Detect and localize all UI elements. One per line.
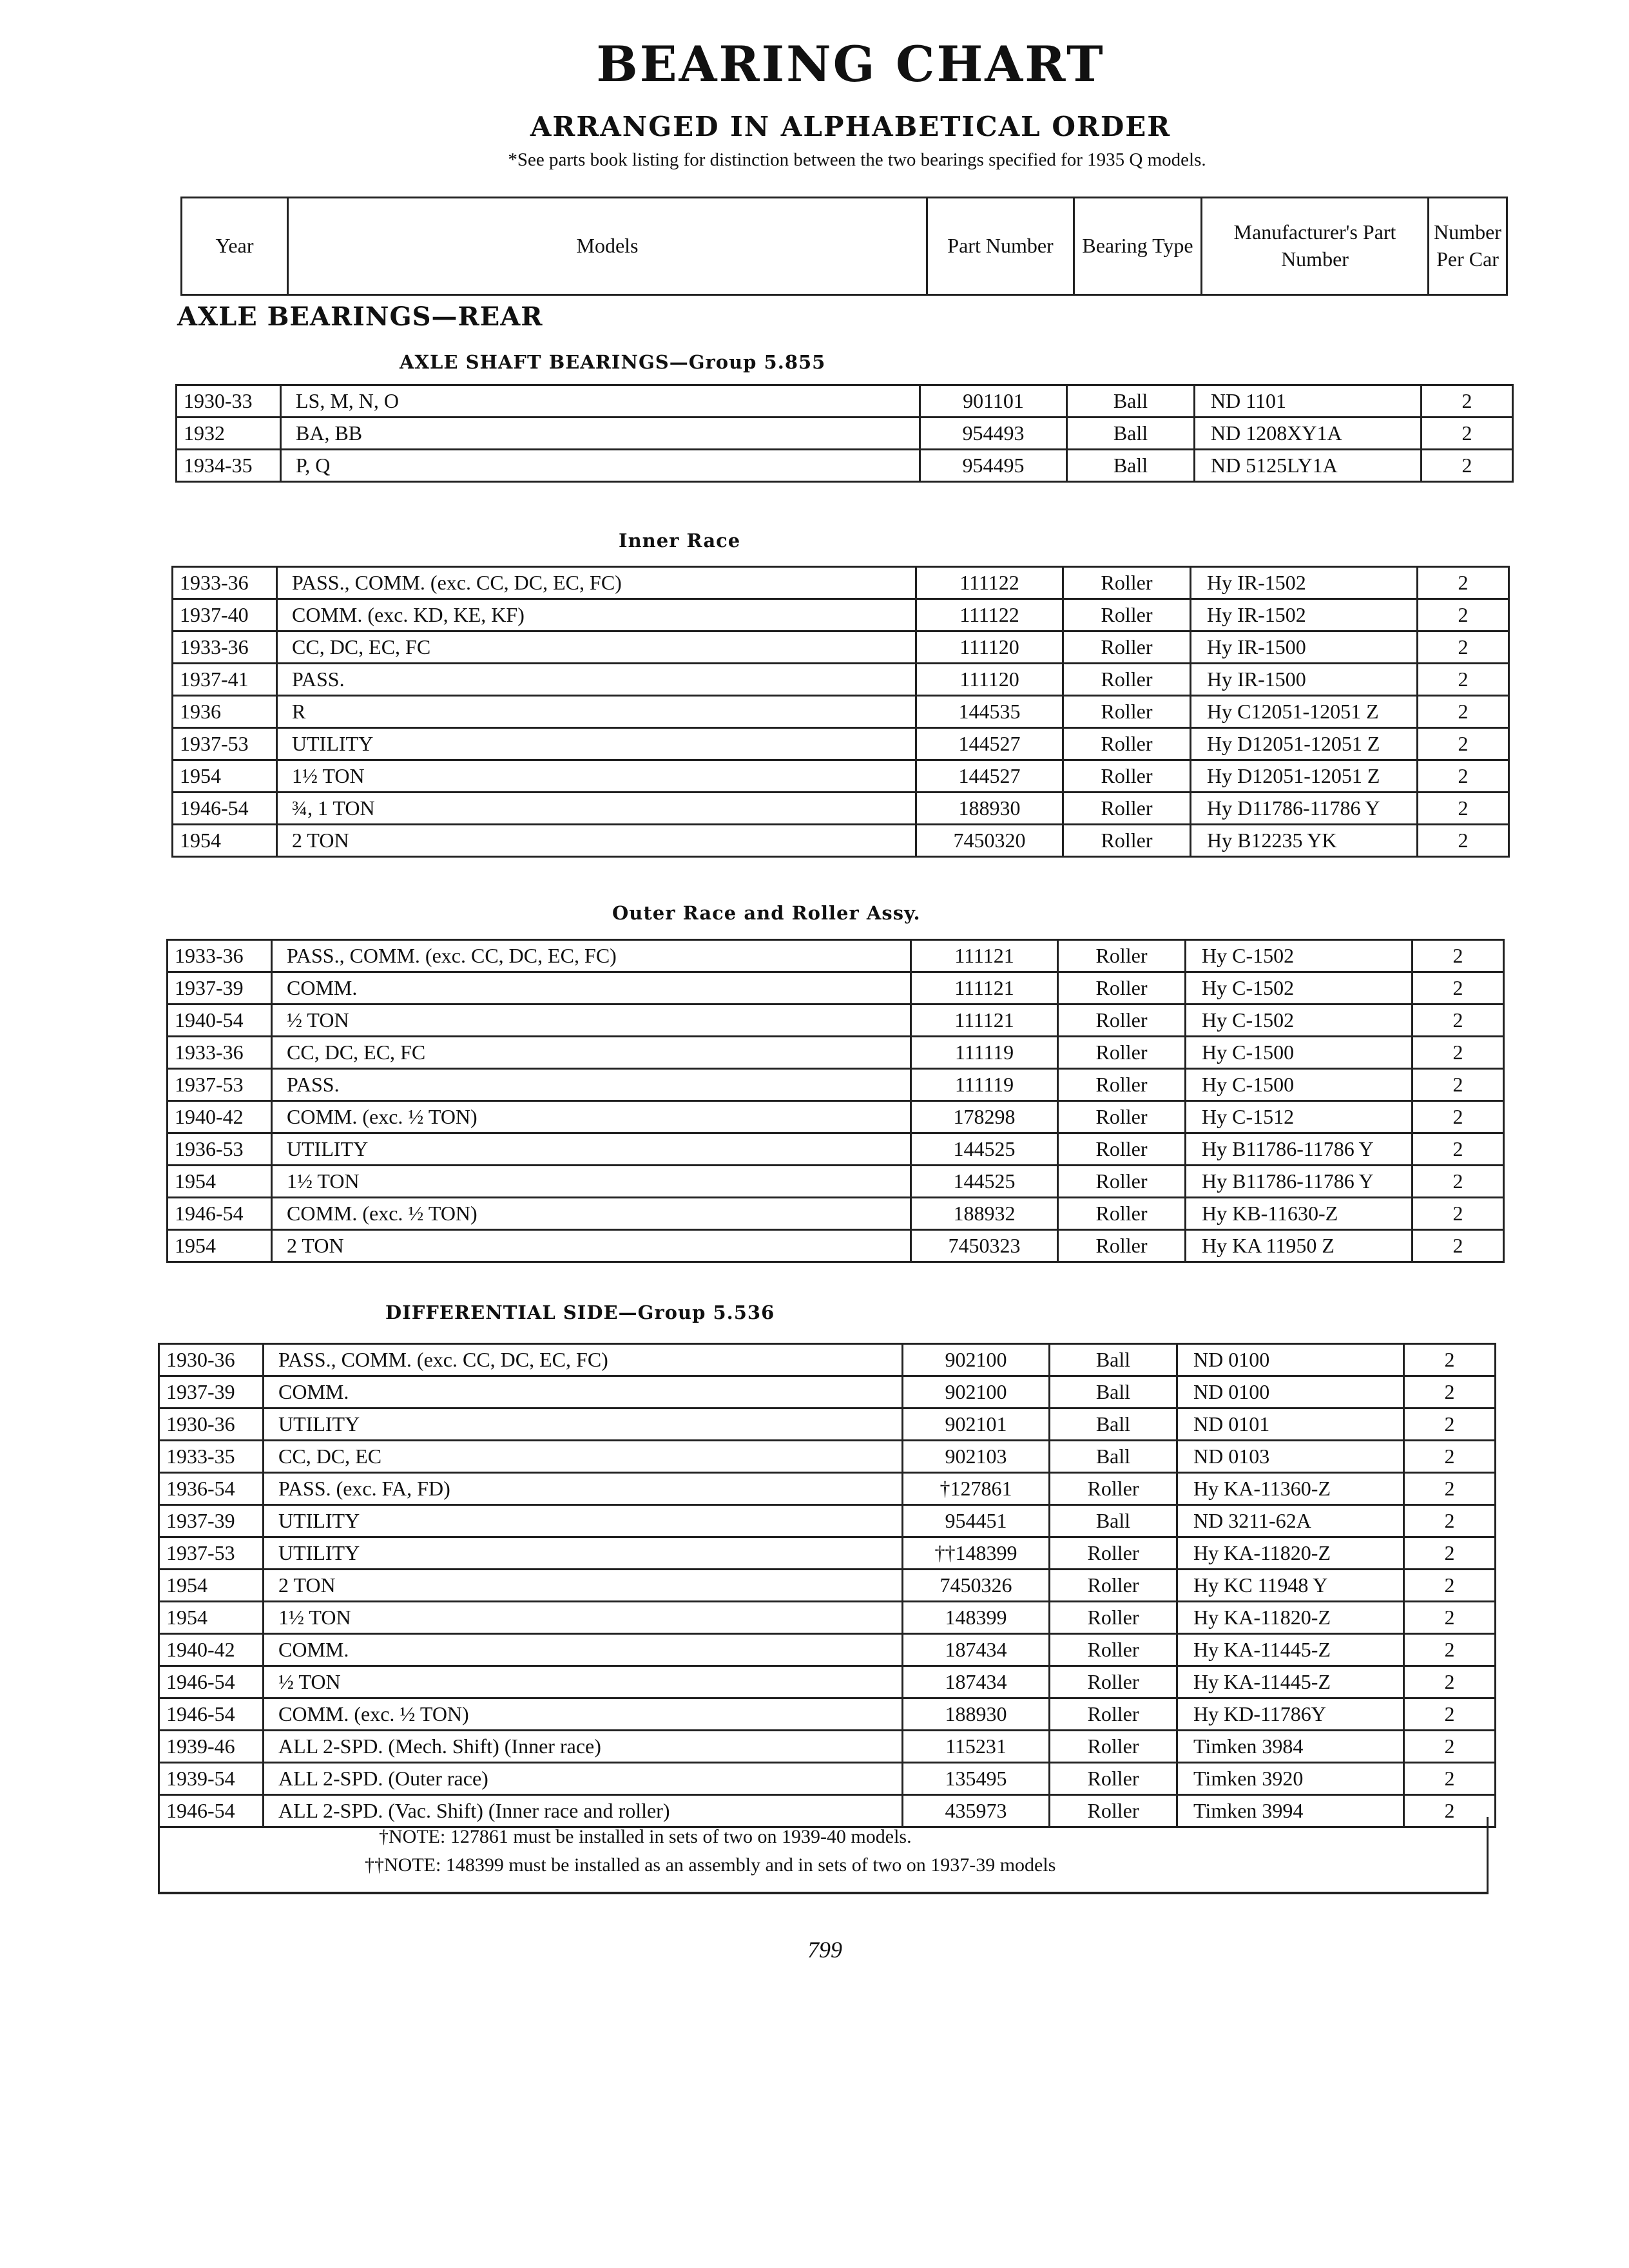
cell-mfr-part-number: Hy KA-11445-Z [1177,1666,1404,1698]
bearing-table [166,939,1505,1263]
cell-number-per-car: 2 [1418,728,1509,760]
cell-models: LS, M, N, O [281,385,920,418]
cell-models: PASS., COMM. (exc. CC, DC, EC, FC) [277,567,916,599]
cell-models: UTILITY [277,728,916,760]
cell-year: 1936 [173,696,277,728]
cell-part-number: 902100 [903,1344,1050,1376]
cell-number-per-car: 2 [1418,760,1509,793]
cell-number-per-car: 2 [1418,793,1509,825]
cell-number-per-car: 2 [1418,631,1509,664]
table-row [168,1037,1504,1069]
cell-year: 1937-53 [159,1537,264,1570]
cell-year: 1930-36 [159,1408,264,1441]
cell-year: 1946-54 [173,793,277,825]
cell-bearing-type: Roller [1058,1133,1186,1166]
cell-year: 1937-39 [159,1505,264,1537]
cell-year: 1939-54 [159,1763,264,1795]
cell-part-number: 7450326 [903,1570,1050,1602]
cell-mfr-part-number: Hy C-1502 [1186,1004,1412,1037]
table-row [159,1634,1496,1666]
cell-mfr-part-number: Hy C-1500 [1186,1069,1412,1101]
cell-mfr-part-number: Timken 3920 [1177,1763,1404,1795]
cell-number-per-car: 2 [1404,1441,1496,1473]
cell-part-number: 148399 [903,1602,1050,1634]
table-row [173,631,1509,664]
cell-mfr-part-number: Timken 3994 [1177,1795,1404,1827]
cell-bearing-type: Roller [1058,1230,1186,1262]
cell-part-number: 187434 [903,1634,1050,1666]
cell-number-per-car: 2 [1404,1634,1496,1666]
cell-models: 2 TON [264,1570,903,1602]
table-row [159,1408,1496,1441]
group-title: Inner Race [619,530,741,552]
cell-year: 1937-53 [173,728,277,760]
cell-number-per-car: 2 [1404,1698,1496,1731]
cell-mfr-part-number: Hy D12051-12051 Z [1191,760,1418,793]
cell-models: ALL 2-SPD. (Outer race) [264,1763,903,1795]
cell-year: 1946-54 [168,1198,272,1230]
table-row [159,1763,1496,1795]
cell-mfr-part-number: ND 0101 [1177,1408,1404,1441]
cell-number-per-car: 2 [1412,972,1504,1004]
cell-year: 1954 [173,825,277,857]
cell-mfr-part-number: Hy B12235 YK [1191,825,1418,857]
cell-part-number: 188930 [903,1698,1050,1731]
cell-bearing-type: Roller [1063,696,1191,728]
cell-bearing-type: Roller [1063,793,1191,825]
cell-part-number: 111121 [911,1004,1058,1037]
cell-part-number: 144525 [911,1133,1058,1166]
table-row [159,1441,1496,1473]
cell-year: 1937-40 [173,599,277,631]
cell-models: CC, DC, EC, FC [277,631,916,664]
table-row [159,1731,1496,1763]
cell-year: 1932 [177,418,281,450]
cell-bearing-type: Ball [1050,1344,1177,1376]
cell-year: 1946-54 [159,1698,264,1731]
table-row [173,825,1509,857]
cell-year: 1939-46 [159,1731,264,1763]
cell-number-per-car: 2 [1418,696,1509,728]
cell-part-number: 902101 [903,1408,1050,1441]
cell-number-per-car: 2 [1412,1166,1504,1198]
cell-mfr-part-number: Hy KA-11445-Z [1177,1634,1404,1666]
group-title: AXLE SHAFT BEARINGS—Group 5.855 [400,351,826,373]
cell-number-per-car: 2 [1404,1666,1496,1698]
cell-bearing-type: Roller [1063,760,1191,793]
cell-year: 1933-36 [168,1037,272,1069]
cell-models: COMM. [272,972,911,1004]
cell-models: PASS., COMM. (exc. CC, DC, EC, FC) [272,940,911,972]
cell-year: 1954 [168,1230,272,1262]
header-note: *See parts book listing for distinction between the two bearings specified for 1935 Q models. [508,149,1206,170]
cell-models: 1½ TON [272,1166,911,1198]
cell-bearing-type: Ball [1067,418,1195,450]
cell-part-number: 111119 [911,1037,1058,1069]
table-row [173,599,1509,631]
cell-models: COMM. (exc. ½ TON) [272,1198,911,1230]
table-row [173,760,1509,793]
cell-models: R [277,696,916,728]
cell-mfr-part-number: ND 5125LY1A [1195,450,1422,482]
cell-number-per-car: 2 [1404,1505,1496,1537]
cell-models: PASS. (exc. FA, FD) [264,1473,903,1505]
cell-bearing-type: Roller [1058,1198,1186,1230]
cell-bearing-type: Roller [1050,1731,1177,1763]
cell-mfr-part-number: Hy B11786-11786 Y [1186,1133,1412,1166]
cell-bearing-type: Roller [1063,567,1191,599]
cell-year: 1937-39 [168,972,272,1004]
cell-mfr-part-number: ND 0103 [1177,1441,1404,1473]
cell-mfr-part-number: ND 3211-62A [1177,1505,1404,1537]
cell-year: 1933-35 [159,1441,264,1473]
cell-year: 1946-54 [159,1795,264,1827]
cell-models: PASS. [272,1069,911,1101]
cell-models: COMM. [264,1634,903,1666]
cell-models: PASS., COMM. (exc. CC, DC, EC, FC) [264,1344,903,1376]
cell-mfr-part-number: ND 0100 [1177,1376,1404,1408]
cell-number-per-car: 2 [1412,1037,1504,1069]
cell-year: 1940-42 [159,1634,264,1666]
cell-models: PASS. [277,664,916,696]
bearing-table [171,566,1510,858]
cell-part-number: 954493 [920,418,1067,450]
cell-bearing-type: Roller [1063,664,1191,696]
table-row [159,1666,1496,1698]
cell-part-number: 7450323 [911,1230,1058,1262]
table-row [168,1166,1504,1198]
cell-mfr-part-number: ND 1101 [1195,385,1422,418]
cell-year: 1937-53 [168,1069,272,1101]
cell-number-per-car: 2 [1404,1763,1496,1795]
header-bearing-type: Bearing Type [1073,198,1200,294]
table-row [159,1602,1496,1634]
cell-year: 1933-36 [173,631,277,664]
cell-bearing-type: Ball [1050,1408,1177,1441]
cell-models: COMM. [264,1376,903,1408]
cell-mfr-part-number: Hy D11786-11786 Y [1191,793,1418,825]
cell-models: 1½ TON [264,1602,903,1634]
cell-models: ½ TON [264,1666,903,1698]
cell-models: UTILITY [272,1133,911,1166]
cell-bearing-type: Roller [1050,1602,1177,1634]
table-row [168,1133,1504,1166]
header-mfr-part-number: Manufacturer's Part Number [1200,198,1427,294]
cell-part-number: 901101 [920,385,1067,418]
cell-bearing-type: Roller [1050,1570,1177,1602]
table-row [159,1570,1496,1602]
cell-bearing-type: Ball [1050,1441,1177,1473]
cell-number-per-car: 2 [1412,1133,1504,1166]
cell-number-per-car: 2 [1422,385,1513,418]
cell-number-per-car: 2 [1404,1602,1496,1634]
table-row [159,1537,1496,1570]
table-row [159,1698,1496,1731]
cell-bearing-type: Roller [1058,1069,1186,1101]
cell-number-per-car: 2 [1412,1198,1504,1230]
cell-models: ALL 2-SPD. (Mech. Shift) (Inner race) [264,1731,903,1763]
cell-mfr-part-number: Hy KA 11950 Z [1186,1230,1412,1262]
cell-models: CC, DC, EC, FC [272,1037,911,1069]
cell-number-per-car: 2 [1418,599,1509,631]
cell-bearing-type: Roller [1058,1037,1186,1069]
header-part-number: Part Number [926,198,1073,294]
cell-number-per-car: 2 [1422,418,1513,450]
cell-part-number: 115231 [903,1731,1050,1763]
header-models: Models [287,198,926,294]
cell-part-number: 178298 [911,1101,1058,1133]
table-row [173,696,1509,728]
bearing-table [175,384,1514,483]
cell-mfr-part-number: Hy KD-11786Y [1177,1698,1404,1731]
page-number: 799 [807,1937,842,1963]
cell-bearing-type: Roller [1063,728,1191,760]
table-row [173,664,1509,696]
cell-number-per-car: 2 [1404,1570,1496,1602]
cell-part-number: 111120 [916,664,1063,696]
cell-part-number: 7450320 [916,825,1063,857]
table-row [168,1198,1504,1230]
cell-models: P, Q [281,450,920,482]
group-title: Outer Race and Roller Assy. [612,902,921,924]
cell-year: 1954 [173,760,277,793]
cell-models: COMM. (exc. KD, KE, KF) [277,599,916,631]
cell-part-number: 144527 [916,728,1063,760]
cell-bearing-type: Roller [1058,1101,1186,1133]
cell-part-number: 902103 [903,1441,1050,1473]
cell-models: ALL 2-SPD. (Vac. Shift) (Inner race and roller) [264,1795,903,1827]
cell-year: 1930-36 [159,1344,264,1376]
cell-mfr-part-number: Hy IR-1500 [1191,631,1418,664]
cell-year: 1934-35 [177,450,281,482]
cell-mfr-part-number: Hy C-1500 [1186,1037,1412,1069]
cell-year: 1936-54 [159,1473,264,1505]
cell-models: 2 TON [277,825,916,857]
cell-part-number: 188932 [911,1198,1058,1230]
cell-number-per-car: 2 [1412,1230,1504,1262]
cell-year: 1940-42 [168,1101,272,1133]
bearing-table [158,1343,1496,1828]
cell-year: 1930-33 [177,385,281,418]
cell-models: 2 TON [272,1230,911,1262]
cell-mfr-part-number: Hy IR-1502 [1191,567,1418,599]
cell-bearing-type: Roller [1058,972,1186,1004]
cell-part-number: 111122 [916,599,1063,631]
cell-models: COMM. (exc. ½ TON) [272,1101,911,1133]
cell-year: 1933-36 [173,567,277,599]
cell-models: BA, BB [281,418,920,450]
table-row [168,972,1504,1004]
cell-models: ½ TON [272,1004,911,1037]
cell-number-per-car: 2 [1404,1344,1496,1376]
cell-part-number: ††148399 [903,1537,1050,1570]
table-row [173,728,1509,760]
cell-year: 1937-41 [173,664,277,696]
cell-bearing-type: Roller [1063,631,1191,664]
cell-part-number: 144535 [916,696,1063,728]
cell-year: 1954 [159,1570,264,1602]
cell-year: 1954 [159,1602,264,1634]
column-header-row [180,197,1508,296]
cell-number-per-car: 2 [1412,1004,1504,1037]
cell-bearing-type: Roller [1050,1795,1177,1827]
cell-number-per-car: 2 [1422,450,1513,482]
section-title: AXLE BEARINGS—REAR [177,302,543,332]
cell-number-per-car: 2 [1412,1069,1504,1101]
cell-year: 1933-36 [168,940,272,972]
cell-part-number: 111119 [911,1069,1058,1101]
cell-number-per-car: 2 [1404,1537,1496,1570]
header-number-per-car: Number Per Car [1427,198,1508,294]
table-row [177,385,1513,418]
cell-bearing-type: Ball [1050,1505,1177,1537]
cell-part-number: 144525 [911,1166,1058,1198]
cell-models: UTILITY [264,1537,903,1570]
cell-mfr-part-number: Hy C-1512 [1186,1101,1412,1133]
cell-bearing-type: Ball [1067,450,1195,482]
cell-mfr-part-number: Timken 3984 [1177,1731,1404,1763]
cell-bearing-type: Ball [1050,1376,1177,1408]
cell-part-number: 111121 [911,940,1058,972]
cell-bearing-type: Roller [1050,1666,1177,1698]
cell-part-number: 187434 [903,1666,1050,1698]
cell-part-number: 111120 [916,631,1063,664]
cell-models: ¾, 1 TON [277,793,916,825]
cell-mfr-part-number: Hy KA-11820-Z [1177,1602,1404,1634]
cell-bearing-type: Roller [1050,1634,1177,1666]
cell-year: 1940-54 [168,1004,272,1037]
group-title: DIFFERENTIAL SIDE—Group 5.536 [385,1302,775,1323]
table-row [159,1344,1496,1376]
page-title: BEARING CHART [596,35,1105,93]
cell-number-per-car: 2 [1418,567,1509,599]
cell-part-number: 111121 [911,972,1058,1004]
table-row [168,940,1504,972]
cell-number-per-car: 2 [1412,1101,1504,1133]
cell-bearing-type: Roller [1063,825,1191,857]
table-row [159,1505,1496,1537]
cell-number-per-car: 2 [1404,1731,1496,1763]
cell-number-per-car: 2 [1404,1408,1496,1441]
table-row [168,1101,1504,1133]
cell-mfr-part-number: Hy IR-1502 [1191,599,1418,631]
cell-part-number: 954495 [920,450,1067,482]
cell-part-number: 144527 [916,760,1063,793]
cell-models: COMM. (exc. ½ TON) [264,1698,903,1731]
cell-bearing-type: Roller [1050,1473,1177,1505]
cell-models: CC, DC, EC [264,1441,903,1473]
table-row [177,450,1513,482]
cell-models: 1½ TON [277,760,916,793]
page-subtitle: ARRANGED IN ALPHABETICAL ORDER [530,111,1171,142]
cell-models: UTILITY [264,1505,903,1537]
cell-mfr-part-number: Hy B11786-11786 Y [1186,1166,1412,1198]
footnote: ††NOTE: 148399 must be installed as an assembly and in sets of two on 1937-39 models [365,1854,1056,1876]
cell-year: 1936-53 [168,1133,272,1166]
cell-bearing-type: Roller [1063,599,1191,631]
cell-number-per-car: 2 [1418,825,1509,857]
cell-year: 1946-54 [159,1666,264,1698]
cell-number-per-car: 2 [1412,940,1504,972]
cell-part-number: 954451 [903,1505,1050,1537]
cell-mfr-part-number: Hy IR-1500 [1191,664,1418,696]
cell-number-per-car: 2 [1404,1473,1496,1505]
cell-number-per-car: 2 [1404,1795,1496,1827]
cell-mfr-part-number: Hy KA-11820-Z [1177,1537,1404,1570]
footnote: †NOTE: 127861 must be installed in sets of two on 1939-40 models. [379,1826,912,1847]
cell-part-number: 135495 [903,1763,1050,1795]
cell-bearing-type: Roller [1058,1004,1186,1037]
table-row [168,1004,1504,1037]
cell-part-number: 111122 [916,567,1063,599]
cell-bearing-type: Roller [1058,1166,1186,1198]
table-row [173,793,1509,825]
cell-mfr-part-number: Hy C-1502 [1186,972,1412,1004]
cell-number-per-car: 2 [1404,1376,1496,1408]
table-row [177,418,1513,450]
table-row [159,1473,1496,1505]
cell-year: 1937-39 [159,1376,264,1408]
cell-models: UTILITY [264,1408,903,1441]
cell-part-number: 902100 [903,1376,1050,1408]
footnotes [158,1817,1489,1894]
cell-part-number: 435973 [903,1795,1050,1827]
header-year: Year [180,198,287,294]
table-row [168,1230,1504,1262]
cell-number-per-car: 2 [1418,664,1509,696]
cell-mfr-part-number: Hy KB-11630-Z [1186,1198,1412,1230]
cell-mfr-part-number: Hy KA-11360-Z [1177,1473,1404,1505]
cell-mfr-part-number: ND 0100 [1177,1344,1404,1376]
cell-bearing-type: Ball [1067,385,1195,418]
table-row [173,567,1509,599]
cell-mfr-part-number: ND 1208XY1A [1195,418,1422,450]
cell-mfr-part-number: Hy D12051-12051 Z [1191,728,1418,760]
cell-part-number: †127861 [903,1473,1050,1505]
cell-mfr-part-number: Hy C12051-12051 Z [1191,696,1418,728]
cell-part-number: 188930 [916,793,1063,825]
cell-bearing-type: Roller [1050,1537,1177,1570]
table-row [168,1069,1504,1101]
cell-bearing-type: Roller [1058,940,1186,972]
table-row [159,1376,1496,1408]
cell-year: 1954 [168,1166,272,1198]
cell-bearing-type: Roller [1050,1763,1177,1795]
cell-bearing-type: Roller [1050,1698,1177,1731]
cell-mfr-part-number: Hy KC 11948 Y [1177,1570,1404,1602]
cell-mfr-part-number: Hy C-1502 [1186,940,1412,972]
